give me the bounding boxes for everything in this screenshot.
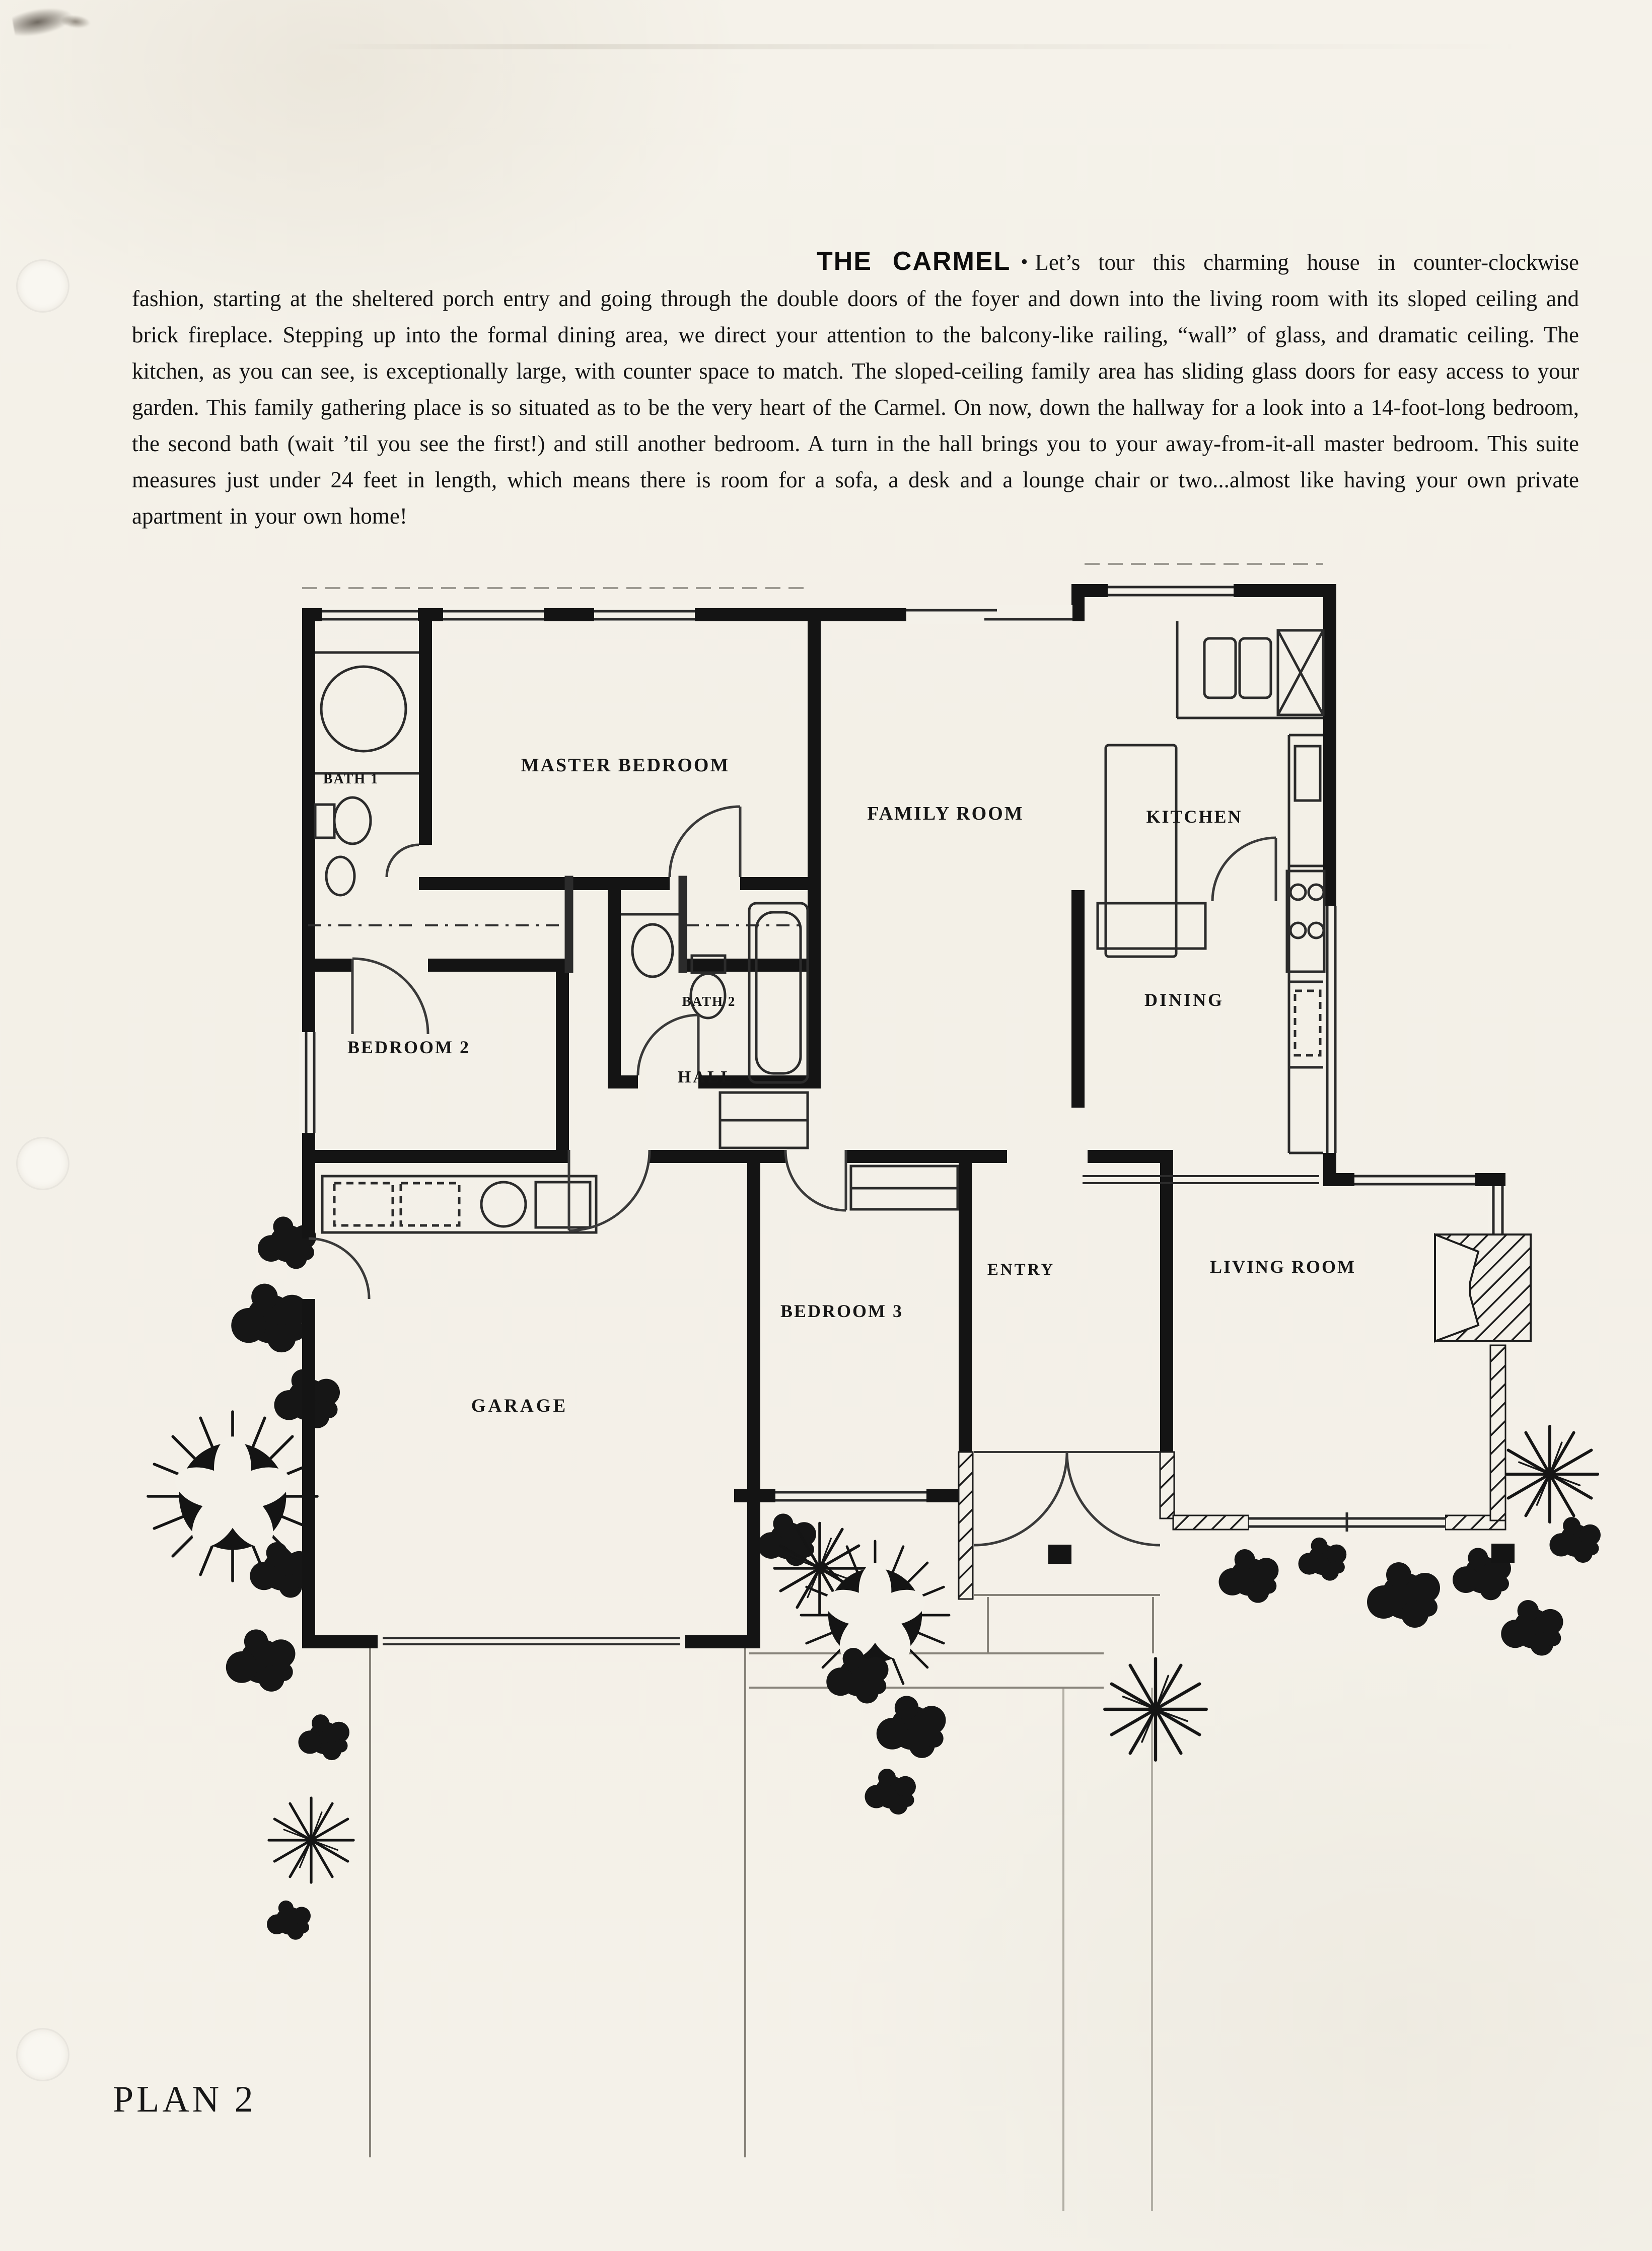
room-labels bbox=[323, 755, 1356, 1416]
site-lines bbox=[370, 1595, 1160, 2211]
page-title: THE CARMEL bbox=[817, 247, 1011, 276]
room-label-family-room: FAMILY ROOM bbox=[867, 803, 1024, 824]
intro-paragraph bbox=[132, 243, 1579, 534]
room-label-dining: DINING bbox=[1144, 990, 1225, 1010]
trees-and-shrubs bbox=[148, 1216, 1601, 1939]
room-label-master-bedroom: MASTER BEDROOM bbox=[521, 755, 730, 776]
fireplace bbox=[1435, 1235, 1531, 1341]
room-label-bedroom-2: BEDROOM 2 bbox=[347, 1037, 471, 1057]
room-label-living-room: LIVING ROOM bbox=[1209, 1257, 1356, 1277]
room-label-hall: HALL bbox=[677, 1068, 735, 1086]
plan-number: PLAN 2 bbox=[113, 2079, 256, 2120]
floor-plan-drawing bbox=[0, 554, 1652, 2251]
intro-body-text: Let’s tour this charming house in counter-clockwise fashion, starting at the sheltered porch entry and going through the double doors of the foyer and down into the living room with its sloped ceiling and brick fireplace. Stepping up into the formal dining area, we direct your attention to the balcony-like railing, “wall” of glass, and dramatic ceiling. The kitchen, as you can see, is exceptionally large, with counter space to match. The sloped-ceiling family area has sliding glass doors for easy access to your garden. This family gathering place is so situated as to be the very heart of the Carmel. On now, down the hallway for a look into a 14-foot-long bedroom, the second bath (wait ’til you see the first!) and still another bedroom. A turn in the hall brings you to your away-from-it-all master bedroom. This suite measures just under 24 feet in length, which means there is room for a sofa, a desk and a lounge chair or two...almost like having your own private apartment in your own home! bbox=[132, 250, 1579, 529]
title-separator-dot: • bbox=[1021, 250, 1028, 273]
punch-hole bbox=[16, 259, 69, 313]
laundry-fixtures bbox=[322, 1176, 596, 1232]
room-label-garage: GARAGE bbox=[471, 1396, 568, 1416]
room-label-bath-2: BATH 2 bbox=[682, 994, 736, 1009]
bath-2-fixtures bbox=[621, 903, 808, 1082]
room-label-bedroom-3: BEDROOM 3 bbox=[780, 1301, 904, 1321]
hatched-walls bbox=[959, 1345, 1505, 1599]
room-label-kitchen: KITCHEN bbox=[1146, 807, 1243, 827]
room-label-entry: ENTRY bbox=[987, 1261, 1055, 1279]
room-label-bath-1: BATH 1 bbox=[323, 771, 379, 787]
scan-streak bbox=[322, 44, 1531, 49]
floor-plan bbox=[0, 554, 1652, 2251]
